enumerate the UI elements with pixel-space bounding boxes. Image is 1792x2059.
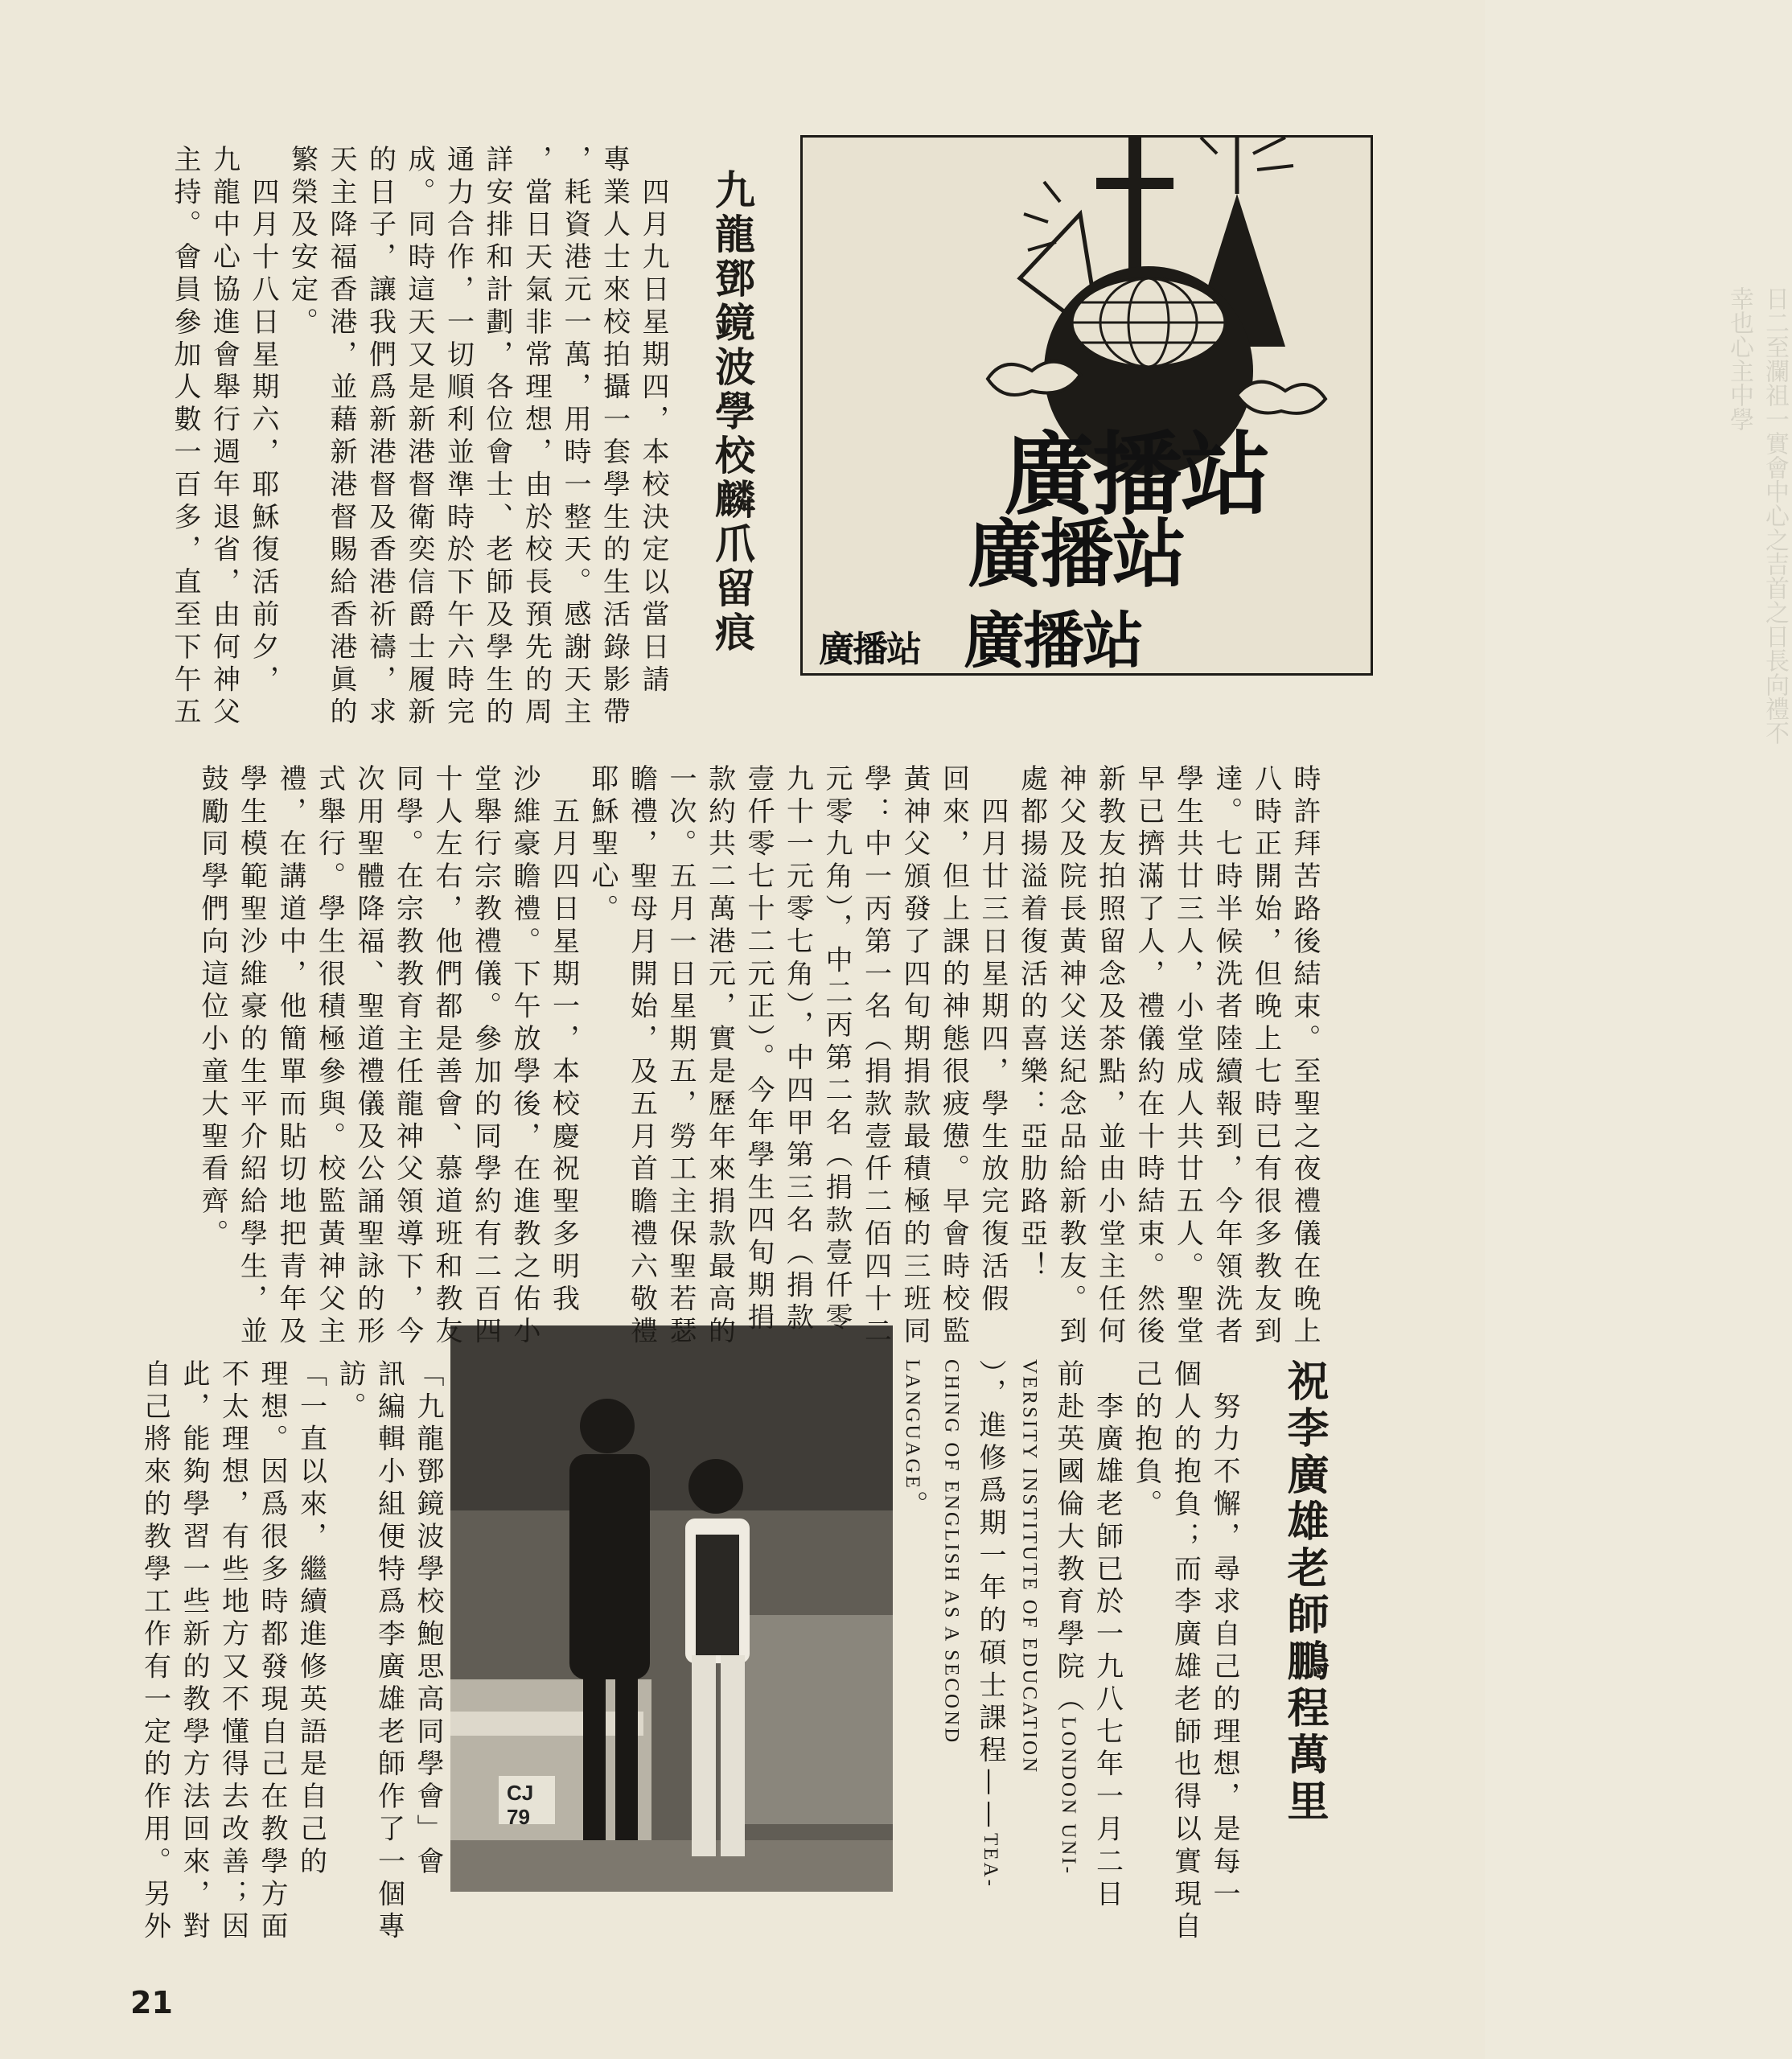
english-course-name: LANGUAGE (902, 1359, 923, 1490)
article2-text-column (1206, 1359, 1242, 1912)
article1-text-column: 達。七時半候洗者陸續報到，今年領洗者 (1210, 764, 1243, 1350)
article1-text-column: 學生模範聖沙維豪的生平介紹給學生，並 (235, 764, 268, 1350)
article2-text-column (1050, 1359, 1086, 1876)
article2-text-segment: 努力不懈，尋求自己的理想，是每一 (1208, 1359, 1240, 1912)
article1-text-column: 學：中一丙第一名（捐款壹仟二佰四十二 (859, 764, 892, 1350)
article1-text-column: 同學。在宗教教育主任龍神父領導下，今 (391, 764, 424, 1350)
article2-text-segment: 個人的抱負；而李廣雄老師也得以實現自 (1169, 1359, 1202, 1945)
logo-text-mid-small: 廣播站 (964, 605, 1142, 676)
plate-text-2: 79 (507, 1805, 530, 1829)
article1-text-column: 壹仟零七十二元正）。今年學生四旬期捐 (742, 764, 775, 1336)
article2-text-segment: 前赴英國倫大教育學院（ (1052, 1359, 1084, 1717)
article1-text-column: ，當日天氣非常理想，由於校長預先的周 (520, 145, 553, 730)
plate-text-1: CJ (507, 1781, 534, 1805)
article2-text-column: 訪。 (334, 1359, 366, 1424)
article2-title-column (1279, 1359, 1329, 1826)
article1-text-column: 詳安排和計劃，各位會士、老師及學生的 (481, 145, 513, 730)
article1-text-column: 八時正開始，但晚上七時已有很多教友到 (1249, 764, 1282, 1350)
english-course-name: VERSITY INSTITUTE OF EDUCATION (1018, 1359, 1041, 1775)
article1-text-column: 四月九日星期四，本校決定以當日請 (637, 145, 669, 697)
article1-text-column: 次用聖體降福、聖道禮儀及公誦聖詠的形 (352, 764, 384, 1350)
article1-text-column: 五月四日星期一，本校慶祝聖多明我 (547, 764, 580, 1317)
article1-text-column: 回來，但上課的神態很疲憊。早會時校監 (937, 764, 970, 1350)
article1-title-column (708, 169, 756, 656)
article1-text-column: 天主降福香港，並藉新港督賜給香港眞的 (325, 145, 357, 730)
article2-text-column (894, 1359, 930, 1523)
logo-text-medium: 廣播站 (968, 512, 1186, 598)
broadcast-station-logo-box (800, 135, 1789, 745)
article2-text-segment: 。 (896, 1490, 928, 1523)
article1-text-column: 時許拜苦路後結束。至聖之夜禮儀在晚上 (1289, 764, 1321, 1350)
article2-text-column: 不太理想，有些地方又不懂得去改善；因 (216, 1359, 249, 1945)
article1-text-column: 一次。五月一日星期五，勞工主保聖若瑟 (664, 764, 697, 1350)
article1-text-column: ，耗資港元一萬，用時一整天。感謝天主 (559, 145, 591, 730)
article1-text-column: 神父及院長黃神父送紀念品給新教友。到 (1054, 764, 1087, 1350)
article2-text-column: 此，能夠學習一些新的教學方法回來，對 (178, 1359, 210, 1945)
article2-text-segment: ，進修爲期一年的碩士課程—— (974, 1378, 1006, 1834)
article1-text-column: 禮，在講道中，他簡單而貼切地把青年及 (274, 764, 306, 1350)
article2-text-column (1168, 1359, 1203, 1944)
show-through-text: 日二至瀾祖一實會中心之吉首之日長向禮不幸也心主中學 (1725, 286, 1789, 745)
article1-text-column: 元零九角），中二丙第二名（捐款壹仟零 (820, 764, 853, 1336)
article2-text-column: 訊編輯小組便特爲李廣雄老師作了一個專 (372, 1359, 405, 1945)
logo-text-large: 廣播站 (1004, 423, 1269, 528)
article2-text-column: 「一直以來，繼續進修英語是自己的 (294, 1359, 327, 1880)
article1-text-column: 款約共二萬港元，實是歷年來捐款最高的 (703, 764, 736, 1350)
article2-text-column: 理想。因爲很多時都發現自己在教學方面 (256, 1359, 288, 1945)
article2-text-segment: 李廣雄老師已於一九八七年一月二日 (1091, 1359, 1124, 1912)
article1-text-column: 學生共廿三人，小堂成人共廿五人。聖堂 (1171, 764, 1204, 1350)
article1-text-column: 四月十八日星期六，耶穌復活前夕， (247, 145, 279, 697)
article1-title: 九龍鄧鏡波學校麟爪留痕 (709, 169, 756, 656)
page-number: 21 (130, 1985, 173, 2020)
article2-text-column (1090, 1359, 1125, 1912)
article1-text-column: 四月廿三日星期四，學生放完復活假 (976, 764, 1009, 1317)
article2-text-column (934, 1359, 969, 1745)
article2-text-column: 「九龍鄧鏡波學校鮑思高同學會」會 (412, 1359, 444, 1880)
article1-text-column: 九十一元零七角），中四甲第三名（捐款 (781, 764, 814, 1336)
article1-text-column: 早已擠滿了人，禮儀約在十時結束。然後 (1132, 764, 1165, 1350)
article2-title: 祝李廣雄老師鵬程萬里 (1280, 1359, 1329, 1826)
english-course-name: TEA- (980, 1833, 1001, 1888)
article1-text-column: 鼓勵同學們向這位小童大聖看齊。 (196, 764, 228, 1251)
article1-text-column: 處都揚溢着復活的喜樂：亞肋路亞！ (1015, 764, 1048, 1284)
article2-text-column (1128, 1359, 1164, 1522)
article1-text-column: 堂舉行宗教禮儀。參加的同學約有二百四 (469, 764, 502, 1350)
article1-text-column: 的日子，讓我們爲新港督及香港祈禱，求 (364, 145, 397, 730)
article2-text-column (1012, 1359, 1047, 1774)
article1-text-column: 成。同時這天又是新港督衛奕信爵士履新 (403, 145, 435, 730)
article1-text-column: 式舉行。學生很積極參與。校監黃神父主 (313, 764, 346, 1350)
article1-text-column: 十人左右，他們都是善會、慕道班和教友 (430, 764, 462, 1350)
english-course-name: CHING OF ENGLISH AS A SECOND (940, 1359, 963, 1745)
article2-text-column: 自己將來的教學工作有一定的作用。另外 (138, 1359, 171, 1945)
english-course-name: LONDON UNI- (1058, 1716, 1079, 1876)
logo-text-small: 廣播站 (819, 629, 920, 670)
article1-text-column: 專業人士來校拍攝一套學生的生活錄影帶 (598, 145, 631, 730)
article2-text-column (972, 1359, 1008, 1888)
article1-text-column: 九龍中心協進會舉行週年退省，由何神父 (208, 145, 240, 730)
article1-text-column: 繁榮及安定。 (286, 145, 319, 340)
article2-text-segment: ） (974, 1359, 1006, 1379)
article1-text-column: 耶穌聖心。 (586, 764, 619, 927)
article1-text-column: 新教友拍照留念及茶點，並由小堂主任何 (1093, 764, 1126, 1350)
article2-text-segment: 己的抱負。 (1130, 1359, 1162, 1522)
article1-text-column: 黃神父頒發了四旬期捐款最積極的三班同 (898, 764, 931, 1350)
article1-text-column: 通力合作，一切順利並準時於下午六時完 (442, 145, 475, 730)
article1-text-column: 瞻禮，聖母月開始，及五月首瞻禮六敬禮 (625, 764, 658, 1350)
article1-text-column: 主持。會員參加人數一百多，直至下午五 (169, 145, 201, 730)
article1-text-column: 沙維豪瞻禮。下午放學後，在進教之佑小 (508, 764, 540, 1350)
teacher-photo (450, 1325, 893, 1892)
